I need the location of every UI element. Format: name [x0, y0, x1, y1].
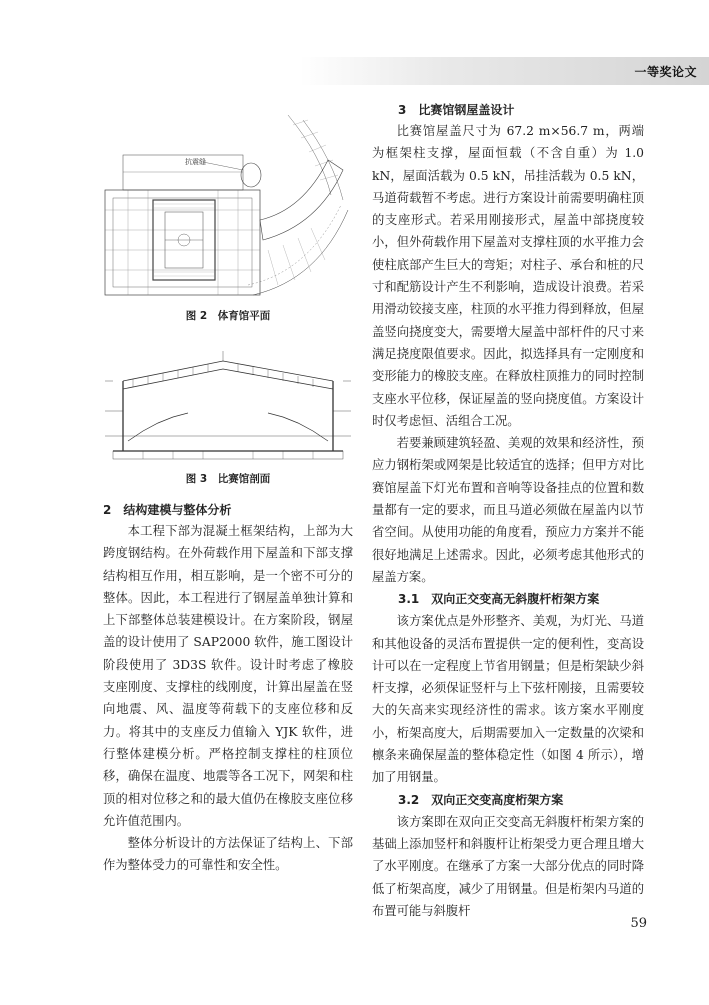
subsection-3-2-paragraph: 该方案即在双向正交变高无斜腹杆桁架方案的基础上添加竖杆和斜腹杆让桁架受力更合理且增大了水平刚度。在继承了方案一大部分优点的同时降低了桁架高度，减少了用钢量。但是桁架内马道的布置可能与斜腹杆 [372, 814, 644, 918]
left-column [103, 100, 353, 877]
running-header: 一等奖论文 [634, 65, 697, 79]
section-3-paragraph-2: 若要兼顾建筑轻盈、美观的效果和经济性，预应力钢桁架或网架是比较适宜的选择；但甲方对比赛馆屋盖下灯光布置和音响等设备挂点的位置和数量都有一定的要求，而且马道必须做在屋盖内以节省空间。从使用功能的角度看，预应力方案并不能很好地满足上述需求。因此，必须考虑其他形式的屋盖方案。 [372, 436, 644, 584]
figure-3-caption: 图 3 比赛馆剖面 [185, 473, 271, 485]
section-2-paragraph-1: 本工程下部为混凝土框架结构，上部为大跨度钢结构。在外荷载作用下屋盖和下部支撑结构相互作用，相互影响，是一个密不可分的整体。因此，本工程进行了钢屋盖单独计算和上下部整体总装建模设计。在方案阶段，钢屋盖的设计使用了 SAP2000 软件，施工图设计阶段使用了 3D3S 软件。设计时考虑了橡胶支座刚度、支撑柱的线刚度，计算出屋盖在竖向地震、风、温度等荷载下的支座位移和反力。将其中的支座反力值输入 YJK 软件，进行整体建模分析。严格控制支撑柱的柱顶位移，确保在温度、地震等各工况下，网架和柱顶的相对位移之和的最大值仍在橡胶支座位移允许值范围内。 [103, 524, 353, 828]
section-2-title: 2 结构建模与整体分析 [103, 503, 232, 517]
callout-seismic-joint: 抗震缝 [185, 158, 206, 166]
section-3-paragraph-1: 比赛馆屋盖尺寸为 67.2 m×56.7 m，两端为框架柱支撑，屋面恒载（不含自重）为 1.0 kN，屋面活载为 0.5 kN，吊挂活载为 0.5 kN，马道荷载暂不考虑。进行方案设计前需要明确柱顶的支座形式。若采用刚接形式，屋盖中部挠度较小，但外荷载作用下屋盖对支撑柱顶的水平推力会使柱底部产生巨大的弯矩；对柱子、承台和桩的尺寸和配筋设计产生不利影响，造成设计浪费。若采用滑动铰接支座，柱顶的水平推力得到释放，但屋盖竖向挠度变大，需要增大屋盖中部杆件的尺寸来满足挠度限值要求。因此，拟选择具有一定刚度和变形能力的橡胶支座。在释放柱顶推力的同时控制支座水平位移，保证屋盖的竖向挠度值。方案设计时仅考虑恒、活组合工况。 [372, 124, 644, 428]
page-number: 59 [630, 916, 647, 931]
floor-plan-drawing [103, 100, 353, 300]
section-3-title: 3 比赛馆钢屋盖设计 [398, 103, 515, 117]
subsection-3-1-title: 3.1 双向正交变高无斜腹杆桁架方案 [398, 592, 600, 607]
figure-2-caption: 图 2 体育馆平面 [185, 310, 271, 322]
section-drawing [103, 351, 353, 463]
right-column [372, 100, 644, 922]
section-2-paragraph-2: 整体分析设计的方法保证了结构上、下部作为整体受力的可靠性和安全性。 [103, 836, 353, 873]
subsection-3-1-paragraph: 该方案优点是外形整齐、美观，为灯光、马道和其他设备的灵活布置提供一定的便利性，变高设计可以在一定程度上节省用钢量；但是桁架缺少斜杆支撑，必须保证竖杆与上下弦杆刚接，且需要较大的矢高来实现经济性的需求。该方案水平刚度小，桁架高度大，后期需要加入一定数量的次梁和檩条来确保屋盖的整体稳定性（如图 4 所示），增加了用钢量。 [372, 614, 644, 785]
figure-3 [103, 351, 353, 486]
figure-2 [103, 100, 353, 323]
subsection-3-2-title: 3.2 双向正交变高度桁架方案 [398, 792, 564, 807]
header-band [300, 57, 709, 85]
section-2 [103, 500, 353, 877]
